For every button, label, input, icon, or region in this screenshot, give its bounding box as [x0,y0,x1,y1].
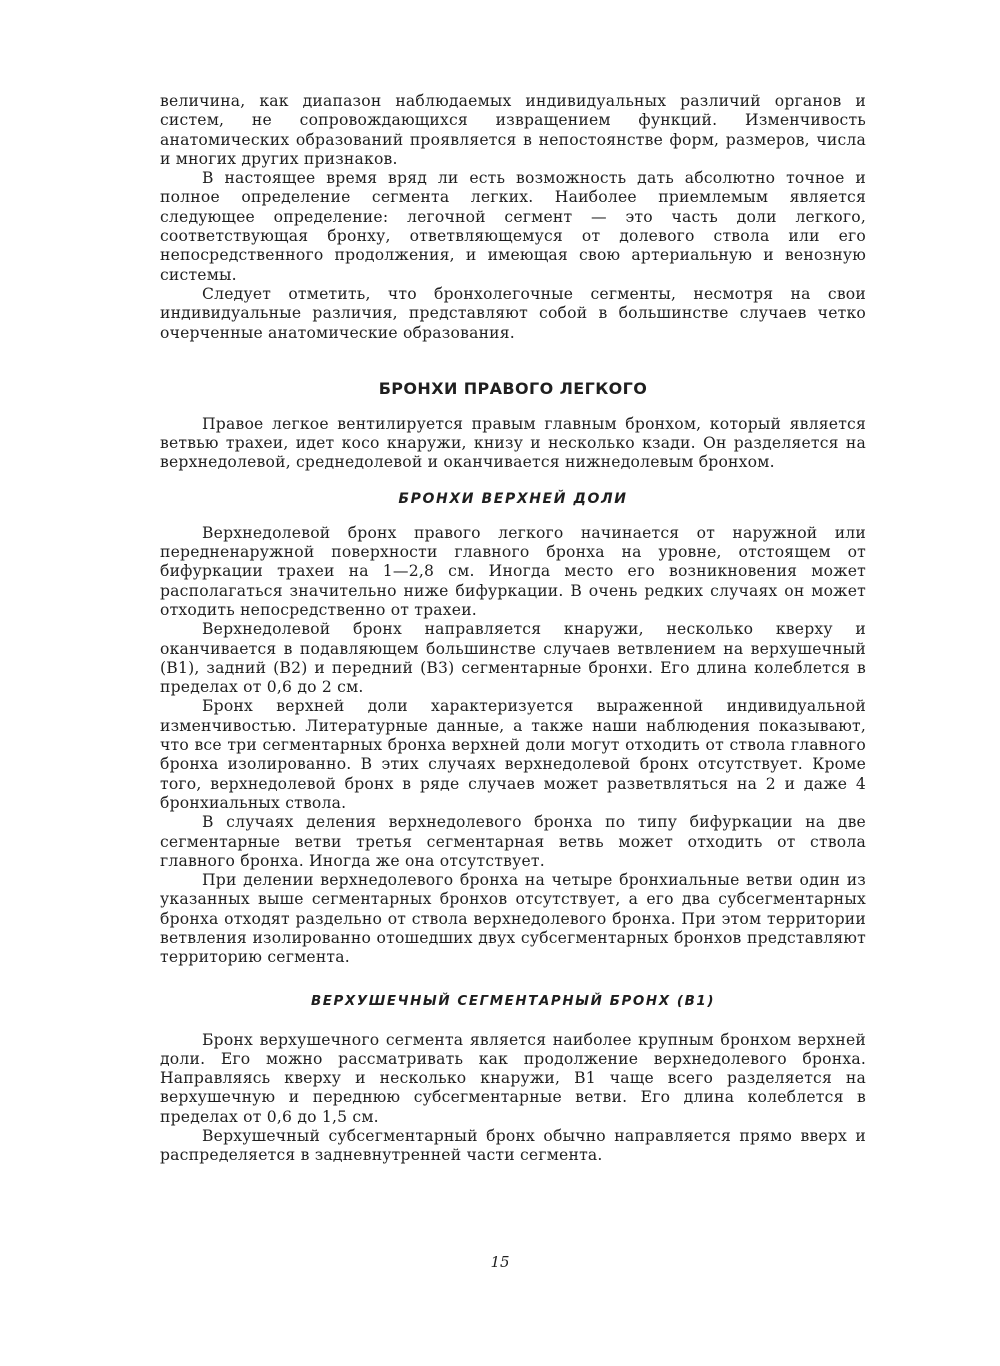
page-number: 15 [490,1253,510,1271]
page-content [160,92,866,1166]
subsection-title: БРОНХИ ВЕРХНЕЙ ДОЛИ [398,490,628,507]
body-paragraph: Бронх верхней доли характеризуется выраженной индивидуальной изменчивостью. Литературные данные, а также наши наблюдения показывают, что все три сегментарных бронха верхней доли могут отходить от ствола главного бронха изолированно. В этих случаях верхнедолевой бронх отсутствует. Кроме того, верхнедолевой бронх в ряде случаев может разветвляться на 2 и даже 4 бронхиальных ствола. [160,697,866,812]
body-paragraph: В настоящее время вряд ли есть возможность дать абсолютно точное и полное определение сегмента легких. Наиболее приемлемым является следующее определение: легочной сегмент — это часть доли легкого, соответствующая бронху, ответвляющемуся от долевого ствола или его непосредственного продолжения, и имеющая свою артериальную и венозную системы. [160,169,866,284]
section-title: БРОНХИ ПРАВОГО ЛЕГКОГО [378,378,648,398]
body-paragraph: Правое легкое вентилируется правым главным бронхом, который является ветвью трахеи, идет косо кнаружи, книзу и несколько кзади. Он разделяется на верхнедолевой, среднедолевой и оканчивается нижнедолевым бронхом. [160,414,866,472]
body-paragraph: Бронх верхушечного сегмента является наиболее крупным бронхом верхней доли. Его можно рассматривать как продолжение верхнедолевого бронха. Направляясь кверху и несколько кнаружи, B1 чаще всего разделяется на верхушечную и переднюю субсегментарные ветви. Его длина колеблется в пределах от 0,6 до 1,5 см. [160,1030,866,1126]
body-paragraph: Верхушечный субсегментарный бронх обычно направляется прямо вверх и распределяется в задневнутренней части сегмента. [160,1127,866,1165]
body-paragraph: Следует отметить, что бронхолегочные сегменты, несмотря на свои индивидуальные различия, представляют собой в большинстве случаев четко очерченные анатомические образования. [160,284,866,342]
body-paragraph: величина, как диапазон наблюдаемых индивидуальных различий органов и систем, не сопровождающихся извращением функций. Изменчивость анатомических образований проявляется в непостоянстве форм, размеров, числа и многих других признаков. [160,92,866,168]
body-paragraph: Верхнедолевой бронх направляется кнаружи, несколько кверху и оканчивается в подавляющем большинстве случаев ветвлением на верхушечный (B1), задний (B2) и передний (B3) сегментарные бронхи. Его длина колеблется в пределах от 0,6 до 2 см. [160,620,866,697]
body-paragraph: При делении верхнедолевого бронха на четыре бронхиальные ветви один из указанных выше сегментарных бронхов отсутствует, а его два субсегментарных бронха отходят раздельно от ствола верхнедолевого бронха. При этом территории ветвления изолированно отошедших двух субсегментарных бронхов представляют территорию сегмента. [160,871,866,967]
subsection-title: ВЕРХУШЕЧНЫЙ СЕГМЕНТАРНЫЙ БРОНХ (B1) [310,993,716,1009]
body-paragraph: Верхнедолевой бронх правого легкого начинается от наружной или передненаружной поверхности главного бронха на уровне, отстоящем от бифуркации трахеи на 1—2,8 см. Иногда место его возникновения может располагаться значительно ниже бифуркации. В очень редких случаях он может отходить непосредственно от трахеи. [160,523,866,619]
body-paragraph: В случаях деления верхнедолевого бронха по типу бифуркации на две сегментарные ветви третья сегментарная ветвь может отходить от ствола главного бронха. Иногда же она отсутствует. [160,813,866,870]
